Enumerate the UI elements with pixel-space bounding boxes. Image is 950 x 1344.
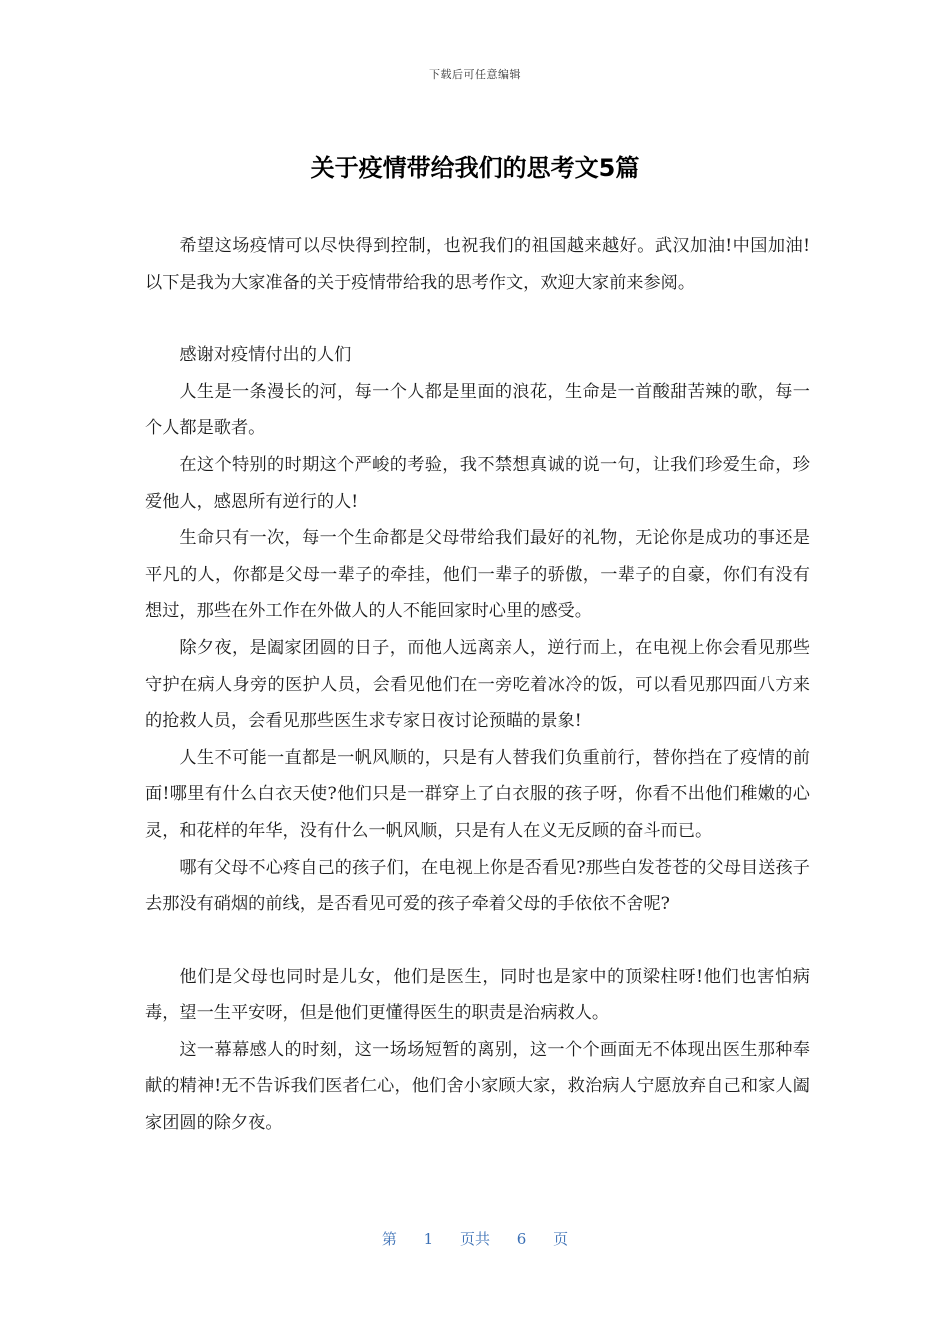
body-paragraph: 人生不可能一直都是一帆风顺的，只是有人替我们负重前行，替你挡在了疫情的前面!哪里有什么白衣天使?他们只是一群穿上了白衣服的孩子呀，你看不出他们稚嫩的心灵，和花样的年华，没有什么一帆风顺，只是有人在义无反顾的奋斗而已。 — [145, 747, 810, 841]
document-title: 关于疫情带给我们的思考文5篇 — [310, 154, 640, 182]
header-note: 下载后可任意编辑 — [429, 68, 521, 81]
body-paragraph: 他们是父母也同时是儿女，他们是医生，同时也是家中的顶梁柱呀!他们也害怕病毒，望一生平安呀，但是他们更懂得医生的职责是治病救人。 — [145, 966, 810, 1024]
paragraph-gap — [145, 301, 810, 337]
body-paragraph: 在这个特别的时期这个严峻的考验，我不禁想真诚的说一句，让我们珍爱生命，珍爱他人，感恩所有逆行的人! — [145, 454, 810, 512]
body-paragraph: 除夕夜，是阖家团圆的日子，而他人远离亲人，逆行而上，在电视上你会看见那些守护在病人身旁的医护人员，会看见他们在一旁吃着冰冷的饭，可以看见那四面八方来的抢救人员，会看见那些医生求专家日夜讨论预瞄的景象! — [145, 637, 810, 732]
body-paragraph: 这一幕幕感人的时刻，这一场场短暂的离别，这一个个画面无不体现出医生那种奉献的精神!无不告诉我们医者仁心，他们舍小家顾大家，救治病人宁愿放弃自己和家人阖家团圆的除夕夜。 — [145, 1039, 810, 1134]
document-body — [145, 228, 810, 1142]
body-paragraph: 生命只有一次，每一个生命都是父母带给我们最好的礼物，无论你是成功的事还是平凡的人，你都是父母一辈子的牵挂，他们一辈子的骄傲，一辈子的自豪，你们有没有想过，那些在外工作在外做人的人不能回家时心里的感受。 — [145, 528, 810, 622]
page-footer — [0, 1228, 950, 1249]
footer-page-number: 1 — [423, 1230, 434, 1248]
footer-suffix: 页 — [553, 1230, 569, 1248]
footer-prefix: 第 — [381, 1230, 397, 1248]
body-paragraph: 人生是一条漫长的河，每一个人都是里面的浪花，生命是一首酸甜苦辣的歌，每一个人都是歌者。 — [145, 381, 810, 439]
section-heading: 感谢对疫情付出的人们 — [179, 345, 352, 366]
paragraph-gap — [145, 923, 810, 959]
intro-paragraph: 希望这场疫情可以尽快得到控制，也祝我们的祖国越来越好。武汉加油!中国加油!以下是我为大家准备的关于疫情带给我的思考作文，欢迎大家前来参阅。 — [145, 236, 810, 293]
body-paragraph: 哪有父母不心疼自己的孩子们，在电视上你是否看见?那些白发苍苍的父母目送孩子去那没有硝烟的前线，是否看见可爱的孩子牵着父母的手依依不舍呢? — [145, 857, 810, 915]
footer-middle: 页共 — [459, 1230, 490, 1248]
footer-total-pages: 6 — [516, 1230, 527, 1248]
